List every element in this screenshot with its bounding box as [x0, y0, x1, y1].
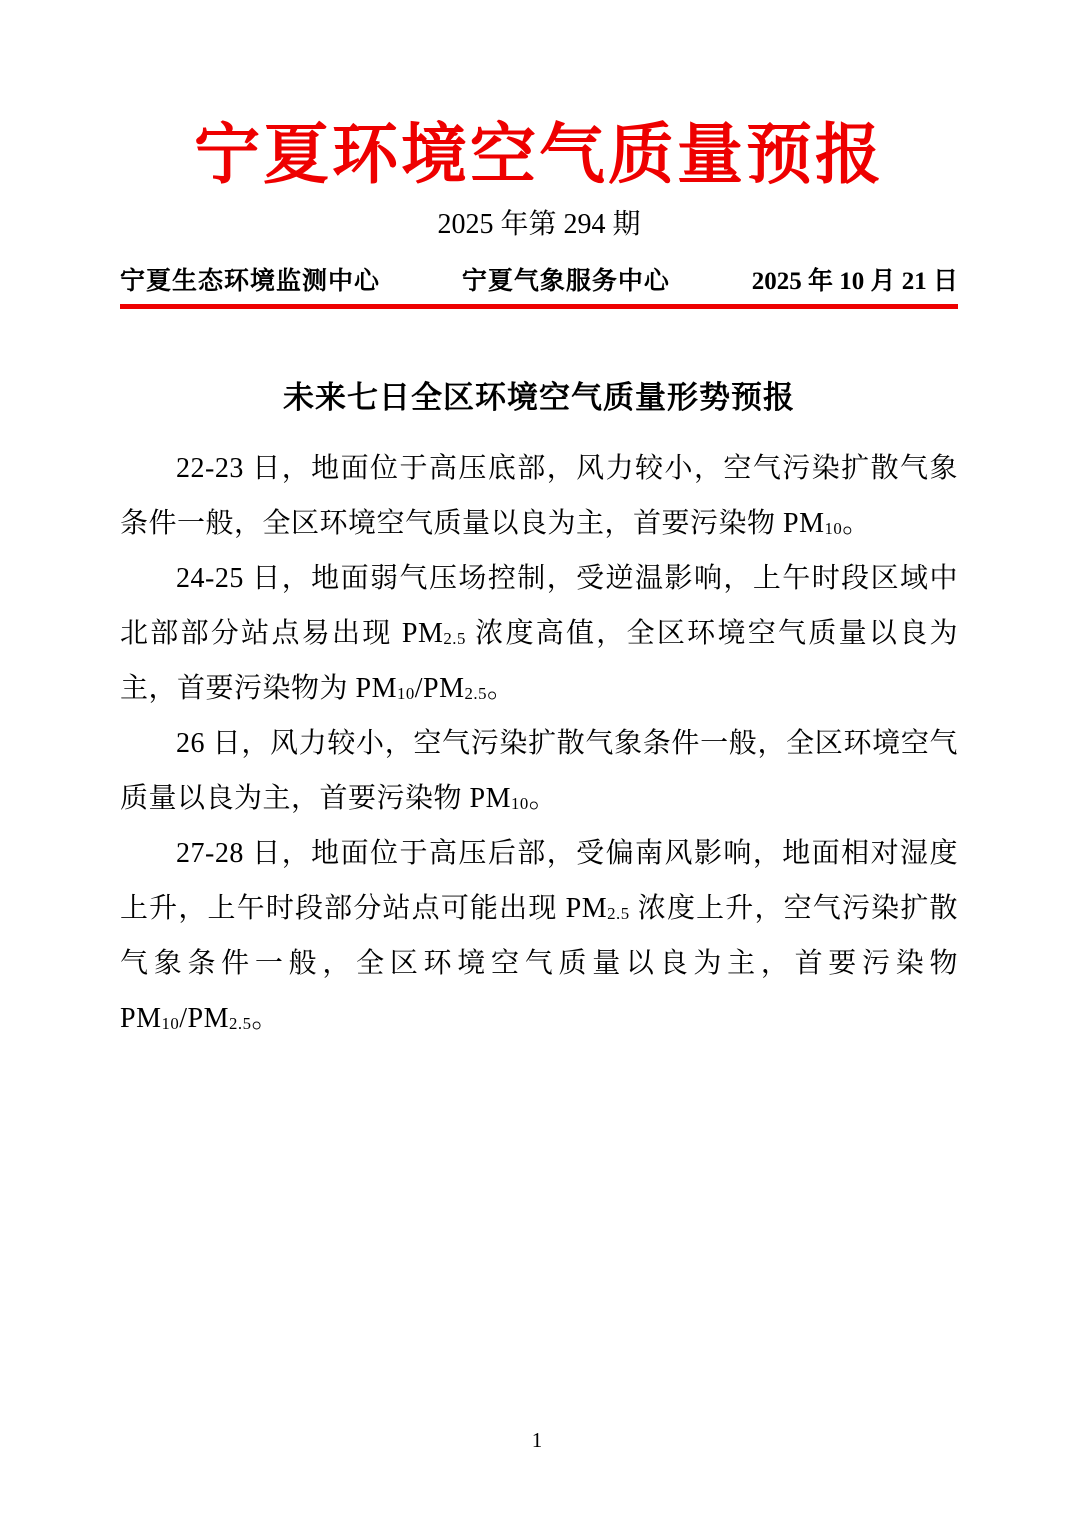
section-title: 未来七日全区环境空气质量形势预报	[283, 380, 795, 416]
issue-number: 2025 年第 294 期	[437, 208, 641, 240]
red-divider-line	[120, 304, 958, 309]
forecast-paragraph-3: 26 日，风力较小，空气污染扩散气象条件一般，全区环境空气质量以良为主，首要污染物 $PM_{10}$。	[120, 727, 958, 814]
publisher-left: 宁夏生态环境监测中心	[120, 268, 381, 296]
forecast-body	[120, 441, 958, 1046]
forecast-paragraph-2: 24-25 日，地面弱气压场控制，受逆温影响，上午时段区域中北部部分站点易出现 $PM_{2.5}$ 浓度高值，全区环境空气质量以良为主，首要污染物为 $PM_{10}/PM_{2.5}$。	[120, 562, 958, 704]
publisher-center: 宁夏气象服务中心	[461, 268, 670, 296]
publish-date: 2025 年 10 月 21 日	[751, 268, 958, 296]
forecast-paragraph-4: 27-28 日，地面位于高压后部，受偏南风影响，地面相对湿度上升，上午时段部分站点可能出现 $PM_{2.5}$ 浓度上升，空气污染扩散气象条件一般，全区环境空气质量以良为主，首要污染物 $PM_{10}/PM_{2.5}$。	[120, 837, 958, 1034]
page-number: 1	[531, 1428, 543, 1452]
forecast-paragraph-1: 22-23 日，地面位于高压底部，风力较小，空气污染扩散气象条件一般，全区环境空气质量以良为主，首要污染物 $PM_{10}$。	[120, 452, 958, 539]
masthead	[120, 267, 958, 297]
document-title: 宁夏环境空气质量预报	[194, 119, 884, 192]
